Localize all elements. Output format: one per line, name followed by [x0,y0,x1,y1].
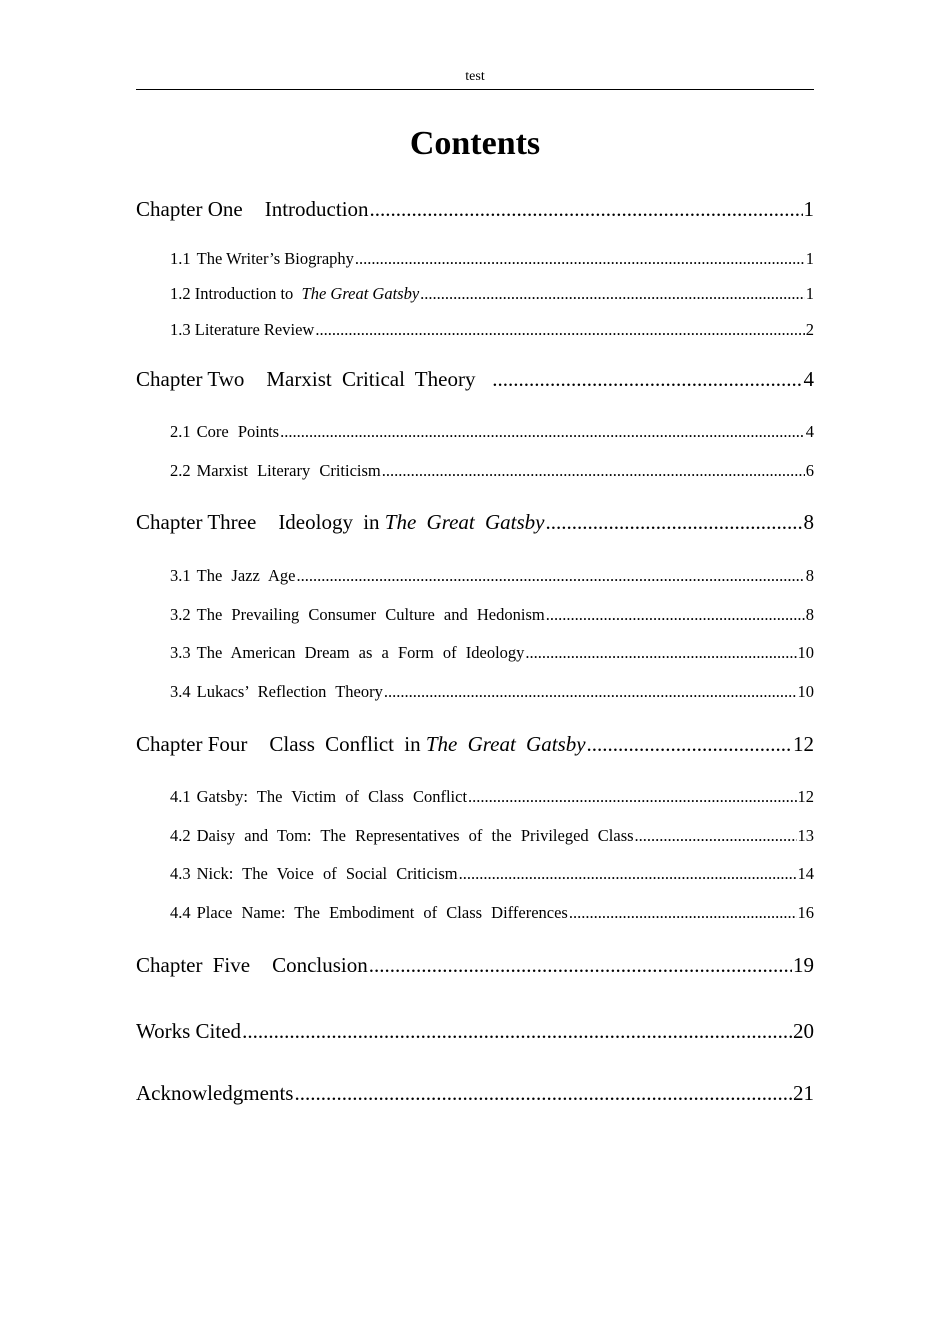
toc-section-1-3[interactable] [170,318,814,342]
page-number: 13 [797,826,814,845]
page-number: 1 [805,249,814,268]
chapter-label: Chapter Three [136,510,257,534]
toc-section-3-4[interactable] [170,680,814,704]
page-number: 8 [803,510,814,534]
leader-dots [492,364,802,394]
section-title: Nick: The Voice of Social Criticism [196,864,458,883]
leader-dots [546,507,803,537]
section-title: Daisy and Tom: The Representatives of the Privileged Class [196,826,634,845]
chapter-label: Chapter Four [136,732,248,756]
leader-dots [315,318,804,342]
toc-chapter-four[interactable] [136,729,814,759]
section-number: 4.3 [170,864,191,883]
leader-dots [280,420,805,444]
leader-dots [384,680,797,704]
toc-section-3-2[interactable] [170,603,814,627]
section-number: 3.4 [170,682,191,701]
leader-dots [635,824,797,848]
book-title: The Great Gatsby [384,510,545,534]
section-title: Gatsby: The Victim of Class Conflict [196,787,468,806]
page-number: 16 [797,903,814,922]
page-number: 19 [793,953,814,977]
chapter-title: Conclusion [272,953,368,977]
page-number: 10 [797,643,814,662]
toc-section-4-4[interactable] [170,901,814,925]
toc-section-2-2[interactable] [170,459,814,483]
page-title: Contents [409,125,541,162]
leader-dots [294,1078,792,1108]
toc-chapter-three[interactable] [136,507,814,537]
chapter-label: Chapter One [136,197,243,221]
toc-section-1-2[interactable] [170,282,814,306]
book-title: The Great Gatsby [301,284,420,303]
header-text: test [465,69,485,84]
leader-dots [297,564,805,588]
chapter-label: Chapter Five [136,953,251,977]
chapter-title: Introduction [264,197,369,221]
chapter-title: Ideology in [278,510,380,534]
toc-section-2-1[interactable] [170,420,814,444]
leader-dots [355,247,805,271]
section-title: Place Name: The Embodiment of Class Differences [196,903,568,922]
toc-works-cited[interactable] [136,1016,814,1046]
leader-dots [382,459,805,483]
toc-section-4-1[interactable] [170,785,814,809]
toc-section-4-3[interactable] [170,862,814,886]
leader-dots [420,282,805,306]
section-number: 1.3 [170,320,191,339]
section-number: 4.4 [170,903,191,922]
toc-section-4-2[interactable] [170,824,814,848]
leader-dots [370,194,803,224]
leader-dots [587,729,792,759]
page-number: 14 [797,864,814,883]
leader-dots [569,901,797,925]
section-title: The Writer’s Biography [196,249,354,268]
section-number: 2.2 [170,461,191,480]
section-title: Introduction to [194,284,294,303]
document-page [136,0,814,1344]
section-number: 1.1 [170,249,191,268]
leader-dots [459,862,797,886]
running-header [136,69,814,90]
page-number: 4 [805,422,814,441]
leader-dots [525,641,796,665]
section-title: Lukacs’ Reflection Theory [196,682,383,701]
section-title: Literature Review [194,320,315,339]
section-title: The Prevailing Consumer Culture and Hedonism [196,605,545,624]
page-number: 10 [797,682,814,701]
page-number: 6 [805,461,814,480]
section-number: 4.1 [170,787,191,806]
toc-section-3-1[interactable] [170,564,814,588]
page-number: 8 [805,566,814,585]
page-number: 20 [793,1019,814,1043]
chapter-label: Chapter Two [136,367,245,391]
section-number: 4.2 [170,826,191,845]
section-number: 3.3 [170,643,191,662]
book-title: The Great Gatsby [425,732,586,756]
page-number: 2 [805,320,814,339]
leader-dots [468,785,796,809]
section-number: 2.1 [170,422,191,441]
leader-dots [369,950,792,980]
section-title: The American Dream as a Form of Ideology [196,643,525,662]
page-number: 1 [803,197,814,221]
leader-dots [546,603,805,627]
page-number: 21 [793,1081,814,1105]
toc-chapter-one[interactable] [136,194,814,224]
page-number: 12 [797,787,814,806]
leader-dots [242,1016,792,1046]
entry-title: Acknowledgments [136,1081,294,1105]
section-title: Marxist Literary Criticism [196,461,381,480]
section-title: Core Points [196,422,280,441]
toc-acknowledgments[interactable] [136,1078,814,1108]
section-number: 1.2 [170,284,191,303]
toc-chapter-two[interactable] [136,364,814,394]
page-number: 4 [803,367,814,391]
section-number: 3.2 [170,605,191,624]
page-number: 12 [793,732,814,756]
page-number: 8 [805,605,814,624]
page-number: 1 [805,284,814,303]
chapter-title: Marxist Critical Theory [266,367,476,391]
entry-title: Works Cited [136,1019,242,1043]
toc-section-3-3[interactable] [170,641,814,665]
toc-section-1-1[interactable] [170,247,814,271]
section-title: The Jazz Age [196,566,296,585]
section-number: 3.1 [170,566,191,585]
chapter-title: Class Conflict in [269,732,421,756]
toc-chapter-five[interactable] [136,950,814,980]
